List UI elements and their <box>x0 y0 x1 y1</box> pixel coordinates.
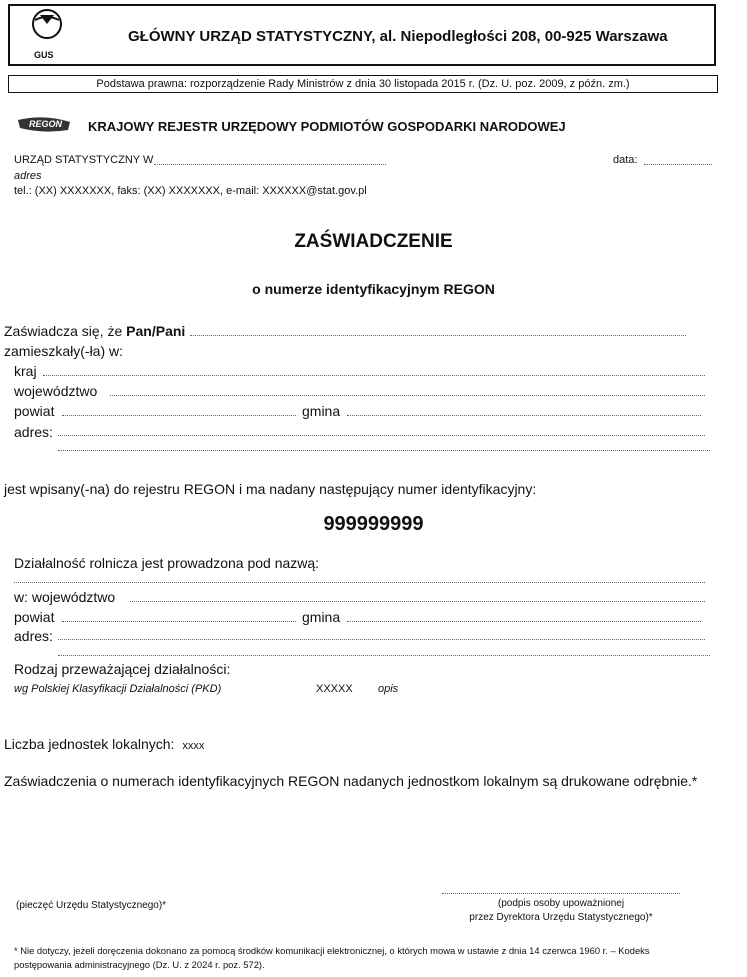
pkd-code: XXXXX <box>316 683 353 695</box>
gus-logo-icon <box>30 8 64 40</box>
farm-commune-label: gmina <box>302 609 341 625</box>
regon-logo-text: REGON <box>29 119 63 129</box>
person-name-field[interactable] <box>190 335 686 336</box>
signature-field[interactable] <box>442 893 680 894</box>
legal-basis: Podstawa prawna: rozporządzenie Rady Ministrów z dnia 30 listopada 2015 r. (Dz. U. poz. 2009, z późn. zm.) <box>8 75 718 93</box>
county-label: powiat <box>14 403 55 419</box>
farm-commune-field[interactable] <box>347 621 701 622</box>
registry-title: KRAJOWY REJESTR URZĘDOWY PODMIOTÓW GOSPODARKI NARODOWEJ <box>88 119 566 134</box>
local-units <box>4 736 204 752</box>
local-units-note: Zaświadczenia o numerach identyfikacyjnych REGON nadanych jednostkom lokalnym są drukowane odrębnie.* <box>4 773 698 789</box>
office-address-label: adres <box>14 170 42 182</box>
date-field[interactable] <box>644 164 712 165</box>
regon-logo <box>16 116 72 134</box>
farm-address-field-2[interactable] <box>58 655 710 656</box>
county-field[interactable] <box>62 415 296 416</box>
pkd-description: opis <box>378 683 399 695</box>
farm-voivodeship-field[interactable] <box>130 601 705 602</box>
document-subtitle: o numerze identyfikacyjnym REGON <box>252 281 495 297</box>
signature-caption-1: (podpis osoby upoważnionej <box>497 898 625 909</box>
header-title: GŁÓWNY URZĄD STATYSTYCZNY, al. Niepodległości 208, 00-925 Warszawa <box>128 28 668 45</box>
certify-name: Pan/Pani <box>126 323 186 339</box>
farm-name-label: Działalność rolnicza jest prowadzona pod nazwą: <box>14 555 320 571</box>
regon-number: 999999999 <box>323 513 424 535</box>
gus-logo-label: GUS <box>34 50 54 60</box>
farm-county-field[interactable] <box>62 621 296 622</box>
person-address-label: adres: <box>14 424 53 440</box>
stamp-caption: (pieczęć Urzędu Statystycznego)* <box>16 900 167 911</box>
local-units-label: Liczba jednostek lokalnych: <box>4 736 175 752</box>
header-box <box>8 4 716 66</box>
country-field[interactable] <box>43 375 705 376</box>
office-contact: tel.: (XX) XXXXXXX, faks: (XX) XXXXXXX, e-mail: XXXXXX@stat.gov.pl <box>14 185 367 197</box>
country-label: kraj <box>14 363 37 379</box>
commune-label: gmina <box>302 403 341 419</box>
footnote-line-1: * Nie dotyczy, jeżeli doręczenia dokonano za pomocą środków komunikacji elektronicznej, o których mowa w ustawie z dnia 14 czerwca 1960 r. – Kodeks <box>14 945 650 956</box>
farm-address-field[interactable] <box>58 639 705 640</box>
signature-caption-2: przez Dyrektora Urzędu Statystycznego)* <box>469 912 653 923</box>
person-address-field[interactable] <box>58 435 705 436</box>
certify-prefix: Zaświadcza się, że <box>4 323 123 339</box>
farm-county-label: powiat <box>14 609 55 625</box>
voivodeship-field[interactable] <box>110 395 705 396</box>
farm-voivodeship-label: w: województwo <box>14 589 116 605</box>
resident-label: zamieszkały(-ła) w: <box>4 343 124 359</box>
registration-statement: jest wpisany(-na) do rejestru REGON i ma nadany następujący numer identyfikacyjny: <box>4 481 537 497</box>
commune-field[interactable] <box>347 415 701 416</box>
document-title: ZAŚWIADCZENIE <box>294 231 453 252</box>
activity-label: Rodzaj przeważającej działalności: <box>14 661 231 677</box>
footnote-line-2: postępowania administracyjnego (Dz. U. z 2024 r. poz. 572). <box>14 959 265 970</box>
date-label: data: <box>613 154 638 166</box>
pkd-label: wg Polskiej Klasyfikacji Działalności (PKD) <box>14 683 222 695</box>
voivodeship-label: województwo <box>14 383 98 399</box>
office-name-field[interactable] <box>154 164 386 165</box>
person-address-field-2[interactable] <box>58 450 710 451</box>
farm-name-field[interactable] <box>14 582 705 583</box>
local-units-value: xxxx <box>182 740 205 752</box>
office-label: URZĄD STATYSTYCZNY W <box>14 154 154 166</box>
certify-sentence <box>4 323 185 339</box>
farm-address-label: adres: <box>14 628 53 644</box>
